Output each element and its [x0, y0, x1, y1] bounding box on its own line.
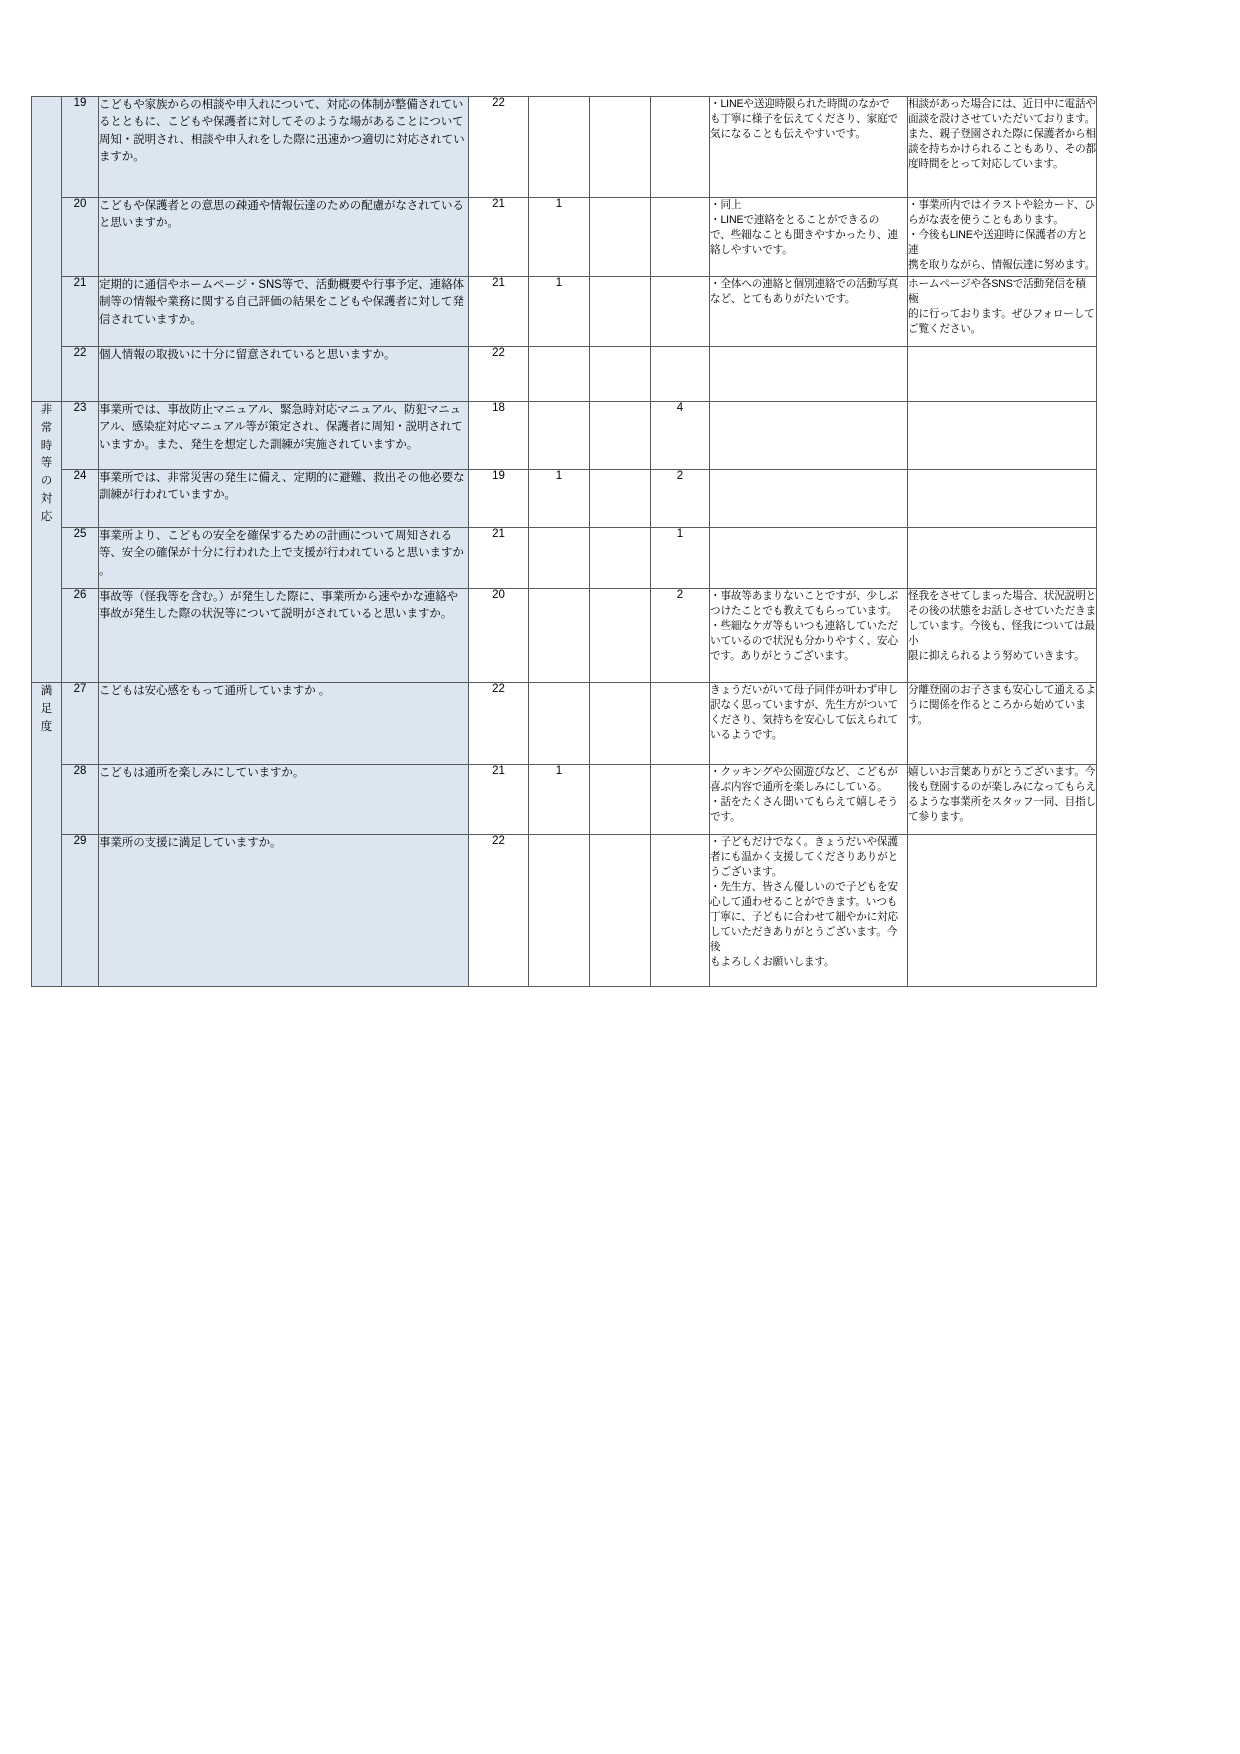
question-number: 23: [62, 402, 99, 470]
text-line: です。: [710, 811, 741, 824]
rating-count-1: 22: [469, 683, 529, 765]
rating-count-3: [590, 528, 651, 589]
rating-count-4: [651, 835, 710, 987]
category-cell-manzoku: [32, 683, 62, 987]
rating-count-2: 1: [529, 765, 590, 835]
text-line: ・クッキングや公園遊びなど、こどもが: [710, 766, 898, 778]
text-line: つけたことでも教えてもらっています。: [710, 605, 898, 618]
text-line: くださり、気持ちを安心して伝えられて: [710, 714, 898, 727]
question-text: 事業所より、こどもの安全を確保するための計画について周知される等、安全の確保が十分に行われた上で支援が行われていると思いますか 。: [99, 528, 469, 589]
survey-results-table: [31, 96, 1097, 987]
question-text: こどもや家族からの相談や申入れについて、対応の体制が整備されているとともに、こどもや保護者に対してそのような場があることについて周知・説明され、相談や申入れをした際に迅速かつ適切に対応されていますか。: [99, 97, 469, 198]
text-line: ・些細なケガ等もいつも連絡していただ: [710, 620, 898, 633]
text-line: ・事業所内ではイラストや絵カード、ひ: [908, 199, 1095, 211]
question-number: 21: [62, 277, 99, 347]
text-line: らがな表を使うこともあります。: [908, 214, 1064, 227]
question-text: こどもは通所を楽しみにしていますか。: [99, 765, 469, 835]
question-number: 25: [62, 528, 99, 589]
rating-count-1: 21: [469, 765, 529, 835]
category-cell-hijoji: [32, 402, 62, 683]
rating-count-4: 2: [651, 589, 710, 683]
table-row: [32, 97, 1097, 198]
rating-count-2: 1: [529, 470, 590, 528]
rating-count-4: [651, 683, 710, 765]
text-line: 者にも温かく支援してくださりありがと: [710, 851, 898, 864]
rating-count-4: [651, 97, 710, 198]
text-line: いるようです。: [710, 729, 783, 742]
rating-count-2: [529, 835, 590, 987]
question-number: 20: [62, 198, 99, 277]
rating-count-3: [590, 198, 651, 277]
table-row: [32, 402, 1097, 470]
comment-cell: [710, 589, 908, 683]
text-line: も丁寧に様子を伝えてくださり、家庭で: [710, 113, 898, 126]
rating-count-1: 22: [469, 97, 529, 198]
answer-cell: [908, 470, 1097, 528]
rating-count-2: [529, 97, 590, 198]
question-text: 事故等（怪我等を含む。）が発生した際に、事業所から速やかな連絡や事故が発生した際の状況等について説明がされていると思いますか。: [99, 589, 469, 683]
answer-cell: [908, 683, 1097, 765]
text-line: また、親子登園された際に保護者から相: [908, 128, 1096, 141]
question-number: 19: [62, 97, 99, 198]
table-row: [32, 765, 1097, 835]
question-number: 22: [62, 347, 99, 402]
text-line: ・先生方、皆さん優しいので子どもを安: [710, 881, 898, 894]
table-row: [32, 528, 1097, 589]
text-line: 気になることも伝えやすいです。: [710, 128, 866, 141]
table-row: [32, 347, 1097, 402]
comment-cell: [710, 528, 908, 589]
table-row: [32, 835, 1097, 987]
comment-cell: [710, 347, 908, 402]
comment-cell: [710, 198, 908, 277]
text-line: ・LINEで連絡をとることができるの: [710, 214, 880, 227]
text-line: もよろしくお願いします。: [710, 956, 835, 969]
text-line: うに関係を作るところから始めていま: [908, 699, 1086, 712]
text-line: ・今後もLINEや送迎時に保護者の方と連: [908, 229, 1088, 257]
rating-count-3: [590, 97, 651, 198]
table-row: [32, 683, 1097, 765]
answer-cell: [908, 198, 1097, 277]
category-cell-renkei: [32, 97, 62, 402]
rating-count-1: 18: [469, 402, 529, 470]
rating-count-3: [590, 683, 651, 765]
comment-cell: [710, 470, 908, 528]
answer-cell: [908, 402, 1097, 470]
text-line: 心して通わせることができます。いつも: [710, 896, 898, 909]
text-line: うございます。: [710, 866, 783, 879]
text-line: 嬉しいお言葉ありがとうございます。今: [908, 766, 1096, 778]
rating-count-2: [529, 528, 590, 589]
rating-count-4: [651, 347, 710, 402]
category-label: 非 常 時 等 の 対 応: [40, 404, 53, 523]
text-line: いているので状況も分かりやすく、安心: [710, 635, 898, 648]
rating-count-3: [590, 470, 651, 528]
table-row: [32, 198, 1097, 277]
answer-cell: [908, 765, 1097, 835]
rating-count-1: 21: [469, 528, 529, 589]
text-line: ・子どもだけでなく。きょうだいや保護: [710, 836, 898, 848]
question-text: 定期的に通信やホームページ・SNS等で、活動概要や行事予定、連絡体制等の情報や業務に関する自己評価の結果をこどもや保護者に対して発信されていますか。: [99, 277, 469, 347]
rating-count-3: [590, 277, 651, 347]
rating-count-4: [651, 277, 710, 347]
table-row: [32, 589, 1097, 683]
text-line: ホームページや各SNSで活動発信を積極: [908, 278, 1086, 306]
comment-cell: [710, 277, 908, 347]
answer-cell: [908, 97, 1097, 198]
text-line: 面談を設けさせていただいております。: [908, 113, 1096, 126]
text-line: ・同上: [710, 199, 742, 211]
text-line: 丁寧に、子どもに合わせて細やかに対応: [710, 911, 898, 924]
rating-count-2: [529, 589, 590, 683]
question-text: 事業所では、事故防止マニュアル、緊急時対応マニュアル、防犯マニュアル、感染症対応マニュアル等が策定され、保護者に周知・説明されていますか。また、発生を想定した訓練が実施されていますか。: [99, 402, 469, 470]
text-line: 限に抑えられるよう努めていきます。: [908, 650, 1085, 663]
question-number: 28: [62, 765, 99, 835]
rating-count-1: 22: [469, 347, 529, 402]
text-line: 携を取りながら、情報伝達に努めます。: [908, 259, 1096, 272]
text-line: その後の状態をお話しさせていただきま: [908, 605, 1096, 618]
text-line: していただきありがとうございます。今後: [710, 926, 898, 954]
rating-count-4: 1: [651, 528, 710, 589]
category-label: 満 足 度: [40, 685, 53, 733]
text-line: るような事業所をスタッフ一同、目指し: [908, 796, 1096, 809]
table-row: [32, 470, 1097, 528]
text-line: きょうだいがいて母子同伴が叶わず申し: [710, 684, 898, 696]
answer-cell: [908, 347, 1097, 402]
rating-count-1: 20: [469, 589, 529, 683]
table-body: [32, 97, 1097, 987]
table-row: [32, 277, 1097, 347]
rating-count-3: [590, 347, 651, 402]
text-line: ・事故等あまりないことですが、少しぶ: [710, 590, 898, 602]
answer-cell: [908, 528, 1097, 589]
rating-count-4: 2: [651, 470, 710, 528]
question-number: 29: [62, 835, 99, 987]
text-line: ・LINEや送迎時限られた時間のなかで: [710, 98, 890, 110]
text-line: 分離登園のお子さまも安心して通えるよ: [908, 684, 1096, 696]
answer-cell: [908, 277, 1097, 347]
rating-count-2: [529, 683, 590, 765]
answer-cell: [908, 835, 1097, 987]
rating-count-1: 19: [469, 470, 529, 528]
rating-count-2: [529, 402, 590, 470]
text-line: 後も登園するのが楽しみになってもらえ: [908, 781, 1096, 794]
comment-cell: [710, 835, 908, 987]
text-line: です。ありがとうございます。: [710, 650, 855, 663]
comment-cell: [710, 402, 908, 470]
rating-count-1: 22: [469, 835, 529, 987]
text-line: しています。今後も、怪我については最小: [908, 620, 1095, 648]
rating-count-3: [590, 402, 651, 470]
rating-count-1: 21: [469, 198, 529, 277]
rating-count-3: [590, 589, 651, 683]
rating-count-1: 21: [469, 277, 529, 347]
rating-count-3: [590, 765, 651, 835]
text-line: す。: [908, 714, 929, 727]
text-line: ・話をたくさん聞いてもらえて嬉しそう: [710, 796, 898, 809]
comment-cell: [710, 765, 908, 835]
question-text: こどもは安心感をもって通所していますか 。: [99, 683, 469, 765]
rating-count-2: [529, 347, 590, 402]
text-line: ・全体への連絡と個別連絡での活動写真: [710, 278, 898, 290]
text-line: 怪我をさせてしまった場合、状況説明と: [908, 590, 1096, 602]
question-text: 事業所の支援に満足していますか。: [99, 835, 469, 987]
text-line: など、とてもありがたいです。: [710, 293, 856, 306]
question-text: 事業所では、非常災害の発生に備え、定期的に避難、救出その他必要な訓練が行われていますか。: [99, 470, 469, 528]
question-text: こどもや保護者との意思の疎通や情報伝達のための配慮がなされていると思いますか。: [99, 198, 469, 277]
comment-cell: [710, 97, 908, 198]
text-line: で、些細なことも聞きやすかったり、連: [710, 229, 898, 242]
text-line: 相談があった場合には、近日中に電話や: [908, 98, 1096, 110]
question-text: 個人情報の取扱いに十分に留意されていると思いますか。: [99, 347, 469, 402]
question-number: 27: [62, 683, 99, 765]
question-number: 24: [62, 470, 99, 528]
text-line: 絡しやすいです。: [710, 244, 793, 257]
rating-count-4: [651, 198, 710, 277]
text-line: 喜ぶ内容で通所を楽しみにしている。: [710, 781, 888, 794]
rating-count-4: 4: [651, 402, 710, 470]
rating-count-2: 1: [529, 198, 590, 277]
rating-count-4: [651, 765, 710, 835]
text-line: ご覧ください。: [908, 323, 982, 336]
text-line: 談を持ちかけられることもあり、その都: [908, 143, 1096, 156]
rating-count-3: [590, 835, 651, 987]
text-line: 訳なく思っていますが、先生方がついて: [710, 699, 898, 712]
rating-count-2: 1: [529, 277, 590, 347]
comment-cell: [710, 683, 908, 765]
text-line: て参ります。: [908, 811, 970, 824]
answer-cell: [908, 589, 1097, 683]
text-line: 度時間をとって対応しています。: [908, 158, 1064, 171]
text-line: 的に行っております。ぜひフォローして: [908, 308, 1095, 321]
question-number: 26: [62, 589, 99, 683]
